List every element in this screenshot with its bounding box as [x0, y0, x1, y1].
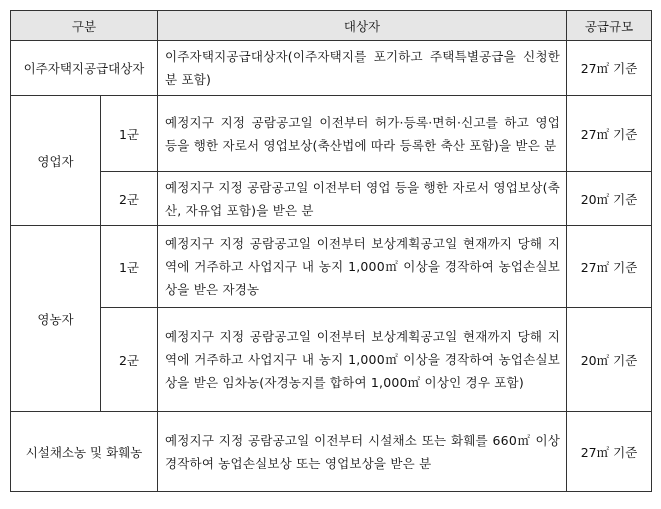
category-facility: 시설채소농 및 화훼농 [11, 412, 158, 492]
header-target: 대상자 [158, 11, 567, 41]
supply-relocation: 27㎡ 기준 [567, 41, 652, 96]
table-row-farmer-group1 [11, 226, 652, 308]
category-farmer: 영농자 [11, 226, 101, 412]
target-farmer-1: 예정지구 지정 공람공고일 이전부터 보상계획공고일 현재까지 당해 지역에 거주하고 사업지구 내 농지 1,000㎡ 이상을 경작하여 농업손실보상을 받은 자경농 [158, 226, 567, 308]
group-farmer-2: 2군 [101, 308, 158, 412]
group-farmer-1: 1군 [101, 226, 158, 308]
supply-criteria-table [10, 10, 652, 492]
supply-farmer-2: 20㎡ 기준 [567, 308, 652, 412]
table-row-facility [11, 412, 652, 492]
target-business-1: 예정지구 지정 공람공고일 이전부터 허가·등록·면허·신고를 하고 영업 등을 행한 자로서 영업보상(축산법에 따라 등록한 축산 포함)을 받은 분 [158, 96, 567, 172]
supply-facility: 27㎡ 기준 [567, 412, 652, 492]
target-facility: 예정지구 지정 공람공고일 이전부터 시설채소 또는 화훼를 660㎡ 이상 경작하여 농업손실보상 또는 영업보상을 받은 분 [158, 412, 567, 492]
table-row-business-group1 [11, 96, 652, 172]
category-business: 영업자 [11, 96, 101, 226]
group-business-1: 1군 [101, 96, 158, 172]
target-farmer-2: 예정지구 지정 공람공고일 이전부터 보상계획공고일 현재까지 당해 지역에 거주하고 사업지구 내 농지 1,000㎡ 이상을 경작하여 농업손실보상을 받은 임차농(자경농지를 합하여 1,000㎡ 이상인 경우 포함) [158, 308, 567, 412]
target-relocation: 이주자택지공급대상자(이주자택지를 포기하고 주택특별공급을 신청한 분 포함) [158, 41, 567, 96]
group-business-2: 2군 [101, 172, 158, 226]
header-row [11, 11, 652, 41]
header-supply-scale: 공급규모 [567, 11, 652, 41]
supply-farmer-1: 27㎡ 기준 [567, 226, 652, 308]
category-relocation: 이주자택지공급대상자 [11, 41, 158, 96]
header-category: 구분 [11, 11, 158, 41]
table-row-farmer-group2 [11, 308, 652, 412]
supply-business-2: 20㎡ 기준 [567, 172, 652, 226]
supply-business-1: 27㎡ 기준 [567, 96, 652, 172]
table-row-business-group2 [11, 172, 652, 226]
target-business-2: 예정지구 지정 공람공고일 이전부터 영업 등을 행한 자로서 영업보상(축산, 자유업 포함)을 받은 분 [158, 172, 567, 226]
table-row-relocation [11, 41, 652, 96]
